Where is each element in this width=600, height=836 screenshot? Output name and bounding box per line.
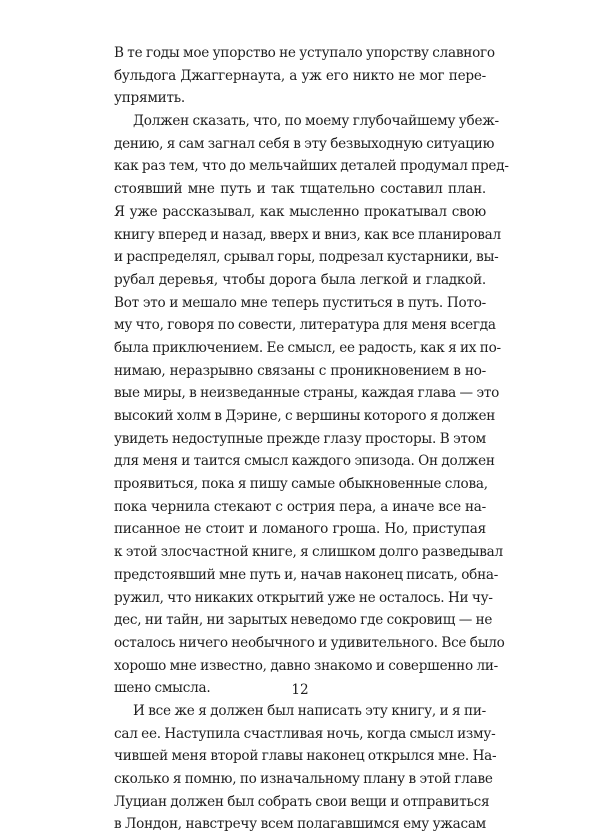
text-line: в Лондон, навстречу всем полагавшимся ему ужасам [114, 816, 486, 833]
text-line: сал ее. Наступила счастливая ночь, когда смысл изму- [114, 725, 496, 742]
text-line: как раз тем, что до мельчайших деталей продумал пред- [114, 158, 509, 175]
text-line: и распределял, срывал горы, подрезал кустарники, вы- [114, 249, 499, 266]
text-line: увидеть недоступные прежде глазу просторы. В этом [114, 430, 486, 447]
text-line: В те годы мое упорство не уступало упорству славного [114, 45, 495, 61]
text-line: рубал деревья, чтобы дорога была легкой и гладкой. [114, 271, 486, 288]
text-line: ружил, что никаких открытий уже не осталось. Ни чу- [114, 589, 493, 606]
text-line: к этой злосчастной книге, я слишком долго разведывал [114, 544, 503, 561]
text-line: предстоявший мне путь и, начав наконец писать, обна- [114, 566, 499, 583]
text-line: Я уже рассказывал, как мысленно прокатывал свою [114, 203, 486, 220]
text-line: пока чернила стекают с острия пера, а иначе все на- [114, 498, 486, 515]
text-line: нимаю, неразрывно связаны с проникновением в но- [114, 362, 486, 379]
text-line: была приключением. Ее смысл, ее радость, как я их по- [114, 339, 501, 356]
text-line: стоявший мне путь и так тщательно составил план. [114, 181, 486, 198]
text-line: для меня и таится смысл каждого эпизода. Он должен [114, 453, 495, 470]
text-line: писанное не стоит и ломаного гроша. Но, приступая [114, 521, 486, 538]
text-line: вые миры, в неизведанные страны, каждая глава — это [114, 385, 500, 402]
text-line: Вот это и мешало мне теперь пуститься в путь. Пото- [114, 294, 486, 311]
text-line: высокий холм в Дэрине, с вершины которого я должен [114, 408, 496, 424]
text-line: проявиться, пока я пишу самые обыкновенные слова, [114, 476, 488, 493]
text-line: сколько я помню, по изначальному плану в этой главе [114, 771, 493, 787]
text-line: му что, говоря по совести, литература для меня всегда [114, 317, 496, 334]
text-line: упрямить. [114, 90, 185, 107]
text-line: Должен сказать, что, по моему глубочайшему убеж- [133, 113, 499, 130]
body-text [114, 42, 509, 836]
text-line: осталось ничего необычного и удивительного. Все было [114, 634, 505, 651]
text-line: чившей меня второй главы наконец открылся мне. На- [114, 748, 497, 765]
text-line: дес, ни тайн, ни зарытых неведомо где сокровищ — не [114, 612, 493, 629]
text-line: шено смысла. [114, 680, 211, 697]
text-line: хорошо мне известно, давно знакомо и совершенно ли- [114, 657, 499, 674]
page-number: 12 [291, 682, 309, 698]
text-line: дению, я сам загнал себя в эту безвыходную ситуацию [114, 135, 495, 152]
text-line: бульдога Джаггернаута, а уж его никто не мог пере- [114, 67, 486, 84]
text-line: Луциан должен был собрать свои вещи и отправиться [114, 793, 490, 810]
text-line: И все же я должен был написать эту книгу, и я пи- [133, 702, 486, 719]
text-line: книгу вперед и назад, вверх и вниз, как все планировал [114, 226, 501, 243]
